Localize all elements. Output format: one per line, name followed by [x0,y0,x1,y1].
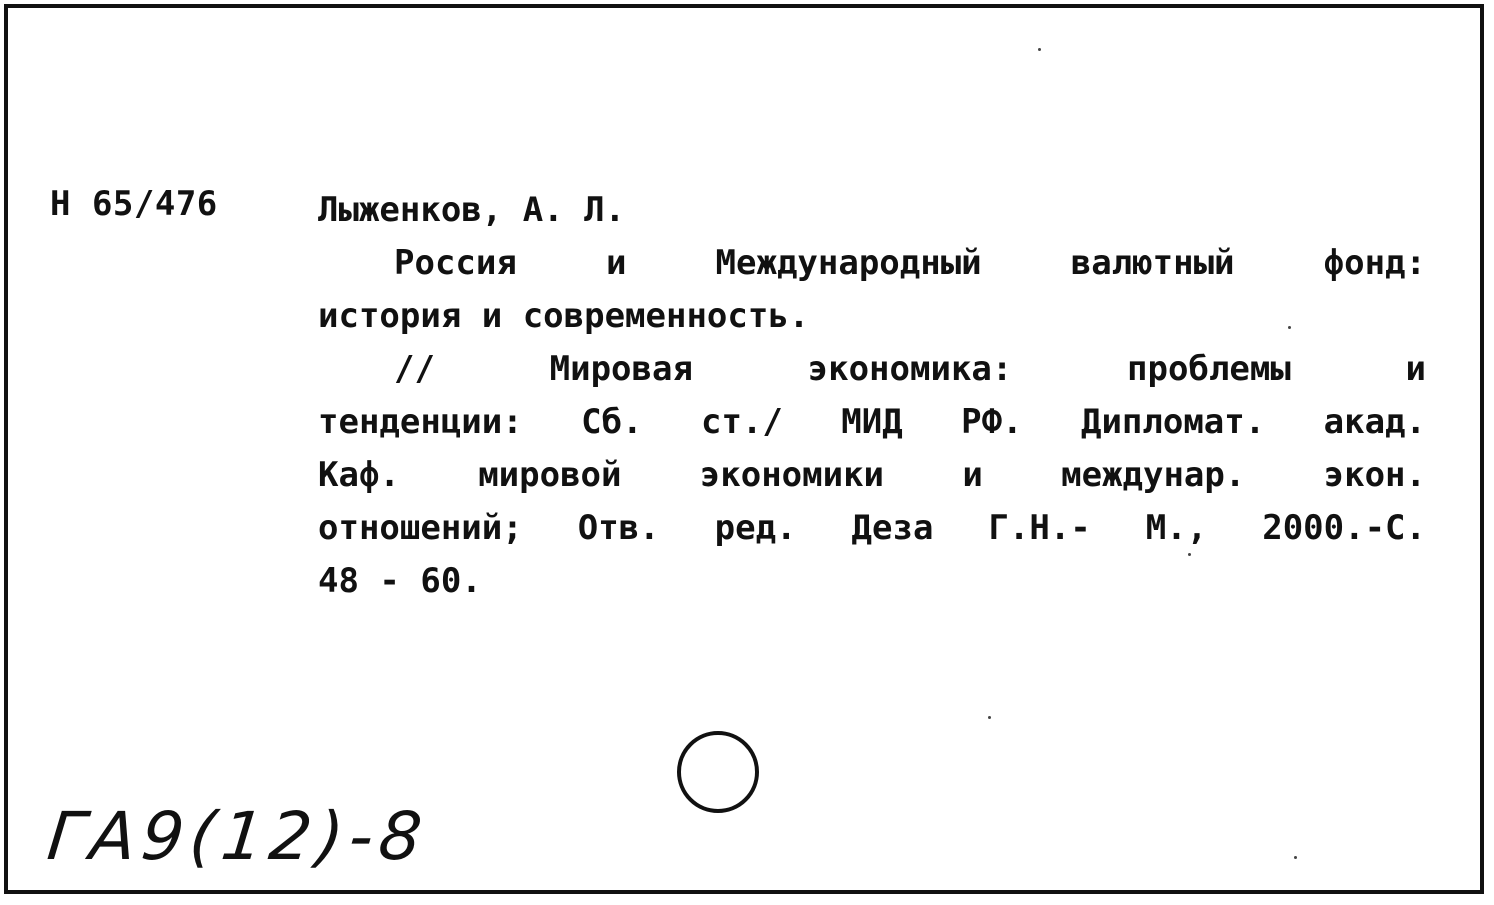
title-line-1: Россия и Международный валютный фонд: [394,243,1426,283]
source-line-2: тенденции: Сб. ст./ МИД РФ. Дипломат. акад. [318,402,1426,442]
author: Лыженков, А. Л. [318,190,626,230]
punch-hole-icon [677,731,759,813]
source-line-3: Каф. мировой экономики и междунар. экон. [318,455,1426,495]
source-line-5: 48 - 60. [318,561,482,601]
speck [988,716,991,719]
source-line-4: отношений; Отв. ред. Деза Г.Н.- М., 2000.-С. [318,508,1426,548]
shelfmark: Н 65/476 [50,184,218,224]
speck [1294,856,1297,859]
bibliographic-entry [318,184,1426,608]
title-line-2: история и современность. [318,296,810,336]
speck [1288,326,1291,329]
source-line-1: // Мировая экономика: проблемы и [394,349,1426,389]
handwritten-classification: ГА9(12)-8 [43,798,432,875]
speck [1188,553,1191,556]
catalog-card [4,4,1484,894]
speck [1038,48,1041,51]
